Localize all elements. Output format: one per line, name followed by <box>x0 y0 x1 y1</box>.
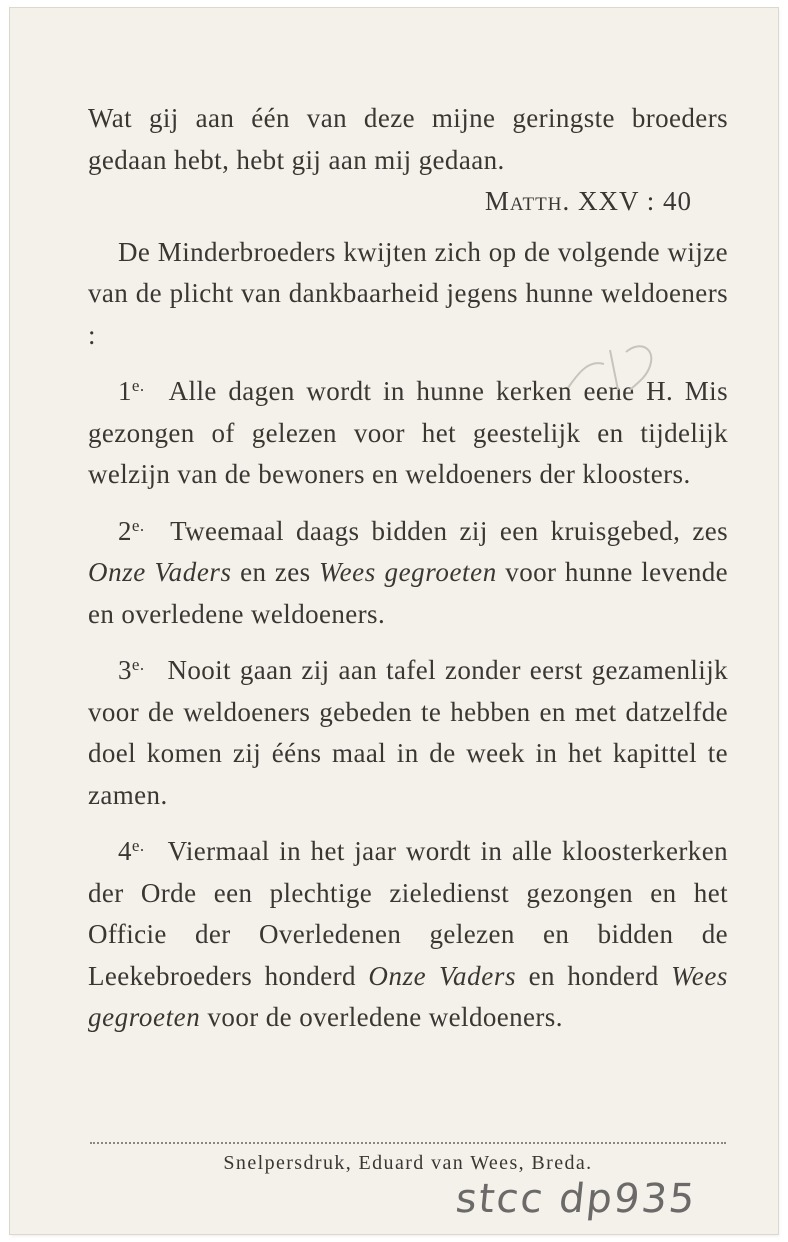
italic-prayer: Onze Vaders <box>368 960 517 991</box>
motto <box>88 98 728 223</box>
item-text: en honderd <box>528 960 659 991</box>
item-text: voor de overledene weldoeners. <box>207 1002 563 1032</box>
item-text: Viermaal in het jaar wordt in alle kloosterkerken der Orde een plechtige zieledienst gezongen en het Officie der Overledenen gelezen en bidden de Leekebroeders honderd <box>88 836 728 991</box>
intro-paragraph: De Minderbroeders kwijten zich op de volgende wijze van de plicht van dankbaarheid jegens hunne weldoeners : <box>88 236 728 350</box>
item-4 <box>88 825 728 1039</box>
item-2 <box>88 505 728 636</box>
item-text: voor hunne levende en overledene weldoeners. <box>88 557 729 629</box>
item-text: Nooit gaan zij aan tafel zonder eerst gezamenlijk voor de weldoeners gebeden te hebben en met datzelfde doel komen zij ééns maal in de week in het kapittel te zamen. <box>88 655 728 810</box>
italic-prayer: Onze Vaders <box>88 557 232 587</box>
item-number: $1^{e.}$ <box>118 376 145 406</box>
handwritten-catalog-number: stcc dp935 <box>453 1176 699 1222</box>
bible-reference: Matth. XXV : 40 <box>484 186 692 216</box>
item-text: en zes <box>240 557 311 587</box>
item-3 <box>88 644 728 816</box>
motto-text: Wat gij aan één van deze mijne geringste broeders gedaan hebt, hebt gij aan mij gedaan. <box>88 103 728 175</box>
item-text: Tweemaal daags bidden zij een kruisgebed, zes <box>170 515 728 546</box>
italic-prayer: Wees gegroeten <box>88 960 729 1032</box>
item-number: $4^{e.}$ <box>118 836 145 866</box>
italic-prayer: Wees gegroeten <box>318 557 497 587</box>
text-body <box>88 98 728 1039</box>
pencil-mark <box>560 330 670 400</box>
item-number: $3^{e.}$ <box>118 655 145 685</box>
printer-imprint: Snelpersdruk, Eduard van Wees, Breda. <box>223 1152 593 1174</box>
dotted-divider <box>90 1142 726 1144</box>
item-number: $2^{e.}$ <box>118 515 145 546</box>
item-text: Alle dagen wordt in hunne kerken eene H. Mis gezongen of gelezen voor het geestelijk en tijdelijk welzijn van de bewoners en weldoeners der kloosters. <box>88 376 728 489</box>
